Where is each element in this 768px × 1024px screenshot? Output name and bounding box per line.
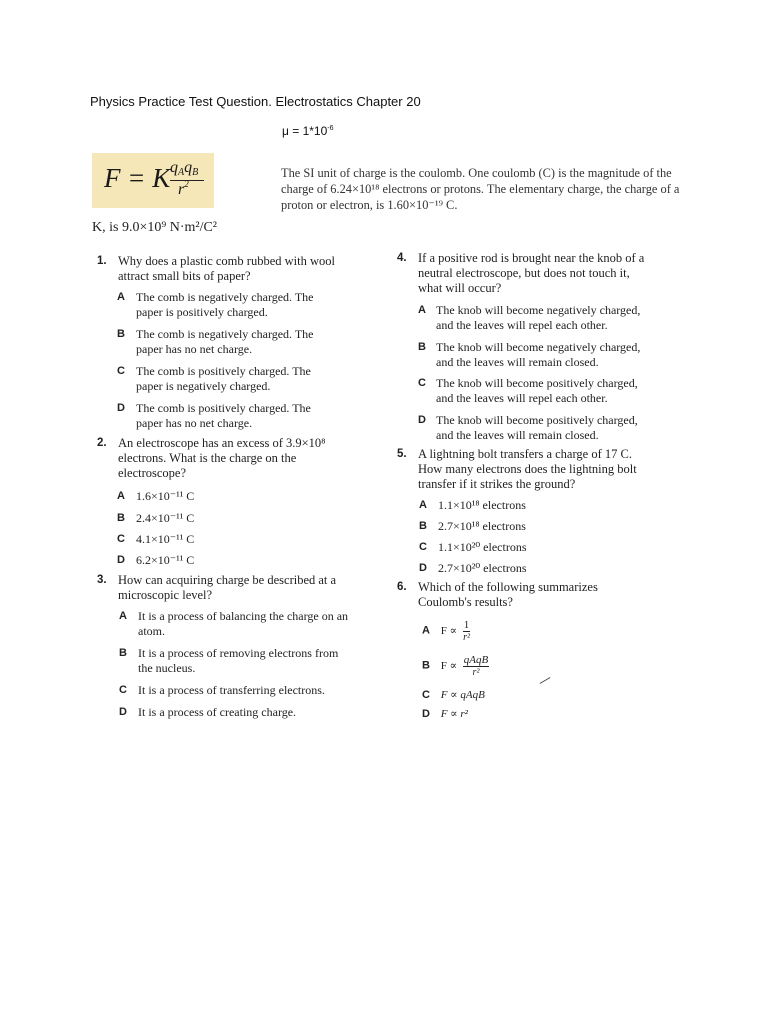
q3-option-c[interactable] — [119, 683, 359, 698]
q2-option-c[interactable] — [117, 532, 327, 547]
option-text: The knob will become positively charged, and the leaves will repel each other. — [436, 376, 638, 405]
q5-option-c[interactable] — [419, 540, 639, 555]
option-letter: A — [117, 291, 125, 303]
question-4 — [397, 251, 657, 296]
option-text: It is a process of transferring electrons. — [138, 683, 325, 697]
mu-exponent: -6 — [327, 125, 334, 132]
question-text: A lightning bolt transfers a charge of 17 C. How many electrons does the lightning bolt transfer if it strikes the ground? — [418, 447, 637, 491]
formula-sub-b: B — [192, 167, 199, 178]
q1-option-b[interactable] — [117, 327, 327, 357]
q1-option-c[interactable] — [117, 364, 327, 394]
option-letter: B — [422, 659, 430, 672]
q5-option-b[interactable] — [419, 519, 639, 534]
question-text: How can acquiring charge be described at a microscopic level? — [118, 573, 337, 602]
option-letter: B — [117, 328, 125, 340]
si-unit-paragraph: The SI unit of charge is the coulomb. One coulomb (C) is the magnitude of the charge of 6.24×10¹⁸ electrons or protons. The elementary charge, the charge of a proton or electron, is 1.60×10⁻¹⁹ C. — [281, 166, 680, 212]
q3-option-d[interactable] — [119, 705, 359, 720]
option-text: 1.6×10⁻¹¹ C — [136, 489, 195, 503]
question-number: 5. — [397, 448, 407, 460]
question-number: 4. — [397, 252, 407, 264]
question-number: 6. — [397, 581, 407, 593]
option-letter: C — [422, 689, 430, 701]
question-text: Which of the following summarizes Coulomb's results? — [418, 580, 598, 609]
question-number: 2. — [97, 437, 107, 449]
q4-option-c[interactable] — [418, 376, 658, 406]
q4-option-b[interactable] — [418, 340, 658, 370]
formula-r-exp: 2 — [184, 179, 189, 189]
option-letter: C — [117, 365, 125, 377]
option-letter: D — [419, 562, 427, 574]
option-letter: D — [117, 402, 125, 414]
question-text: An electroscope has an excess of 3.9×10⁸ electrons. What is the charge on the electroscope? — [118, 436, 326, 480]
mu-prefix: μ = 1*10 — [282, 124, 328, 138]
q3-option-a[interactable] — [119, 609, 354, 639]
fraction-numerator: qAqB — [463, 654, 489, 666]
formula-q1: q — [170, 159, 178, 176]
formula-r: r — [178, 181, 185, 198]
q6-option-d[interactable] — [422, 707, 468, 720]
formula-lhs: F = K — [104, 163, 171, 193]
question-text: If a positive rod is brought near the knob of a neutral electroscope, but does not touch it, what will occur? — [418, 251, 645, 295]
option-text: The comb is negatively charged. The paper has no net charge. — [136, 327, 314, 356]
option-letter: D — [422, 708, 430, 720]
option-letter: A — [418, 304, 426, 316]
question-1 — [97, 254, 347, 284]
formula-sub-a: A — [178, 167, 185, 178]
option-letter: D — [117, 554, 125, 566]
formula-denominator — [178, 179, 189, 199]
option-letter: B — [119, 647, 127, 659]
q1-option-d[interactable] — [117, 401, 327, 431]
q4-option-a[interactable] — [418, 303, 658, 333]
q6-option-a[interactable] — [422, 619, 470, 643]
option-text: F ∝ r² — [440, 708, 468, 720]
option-letter: B — [117, 512, 125, 524]
q6-option-b[interactable] — [422, 654, 489, 678]
option-letter: A — [422, 624, 430, 637]
option-text: The knob will become negatively charged, and the leaves will repel each other. — [436, 303, 641, 332]
fraction-denominator: r² — [472, 667, 480, 678]
option-text: 2.4×10⁻¹¹ C — [136, 511, 195, 525]
option-text: The comb is negatively charged. The paper is positively charged. — [136, 290, 314, 319]
option-text: 2.7×10¹⁸ electrons — [438, 519, 526, 533]
option-text: 1.1×10²⁰ electrons — [438, 540, 527, 554]
k-constant: K, is 9.0×10⁹ N·m²/C² — [92, 220, 218, 235]
question-number: 1. — [97, 255, 107, 267]
option-letter: C — [119, 684, 127, 696]
q4-option-d[interactable] — [418, 413, 658, 443]
option-text: The knob will become positively charged, and the leaves will remain closed. — [436, 413, 638, 442]
question-number: 3. — [97, 574, 107, 586]
option-text: 2.7×10²⁰ electrons — [438, 561, 527, 575]
q2-option-d[interactable] — [117, 553, 327, 568]
question-2 — [97, 436, 347, 481]
option-text: The knob will become negatively charged, and the leaves will remain closed. — [436, 340, 641, 369]
q1-option-a[interactable] — [117, 290, 327, 320]
option-prefix: F ∝ — [440, 624, 458, 637]
option-text: 6.2×10⁻¹¹ C — [136, 553, 195, 567]
question-text: Why does a plastic comb rubbed with wool attract small bits of paper? — [118, 254, 335, 283]
option-text: The comb is positively charged. The paper has no net charge. — [136, 401, 311, 430]
question-5 — [397, 447, 657, 492]
page-title: Physics Practice Test Question. Electrostatics Chapter 20 — [90, 94, 421, 109]
option-letter: D — [119, 706, 127, 718]
formula-q2: q — [184, 159, 193, 176]
option-fraction — [463, 619, 471, 643]
option-text: 4.1×10⁻¹¹ C — [136, 532, 195, 546]
option-letter: B — [418, 341, 426, 353]
stray-pen-mark — [540, 677, 551, 684]
option-letter: C — [117, 533, 125, 545]
option-letter: C — [418, 377, 426, 389]
option-letter: D — [418, 414, 426, 426]
q2-option-b[interactable] — [117, 511, 327, 526]
option-fraction — [463, 654, 489, 678]
option-text: It is a process of balancing the charge on an atom. — [138, 609, 349, 638]
mu-constant — [282, 124, 334, 138]
option-text: It is a process of removing electrons from the nucleus. — [138, 646, 339, 675]
question-6 — [397, 580, 627, 610]
q5-option-a[interactable] — [419, 498, 639, 513]
fraction-denominator: r² — [463, 632, 470, 643]
option-text: The comb is positively charged. The paper is negatively charged. — [136, 364, 311, 393]
q5-option-d[interactable] — [419, 561, 639, 576]
question-3 — [97, 573, 357, 603]
q2-option-a[interactable] — [117, 489, 327, 504]
q3-option-b[interactable] — [119, 646, 339, 676]
option-text: F ∝ qAqB — [440, 689, 485, 701]
q6-option-c[interactable] — [422, 688, 485, 701]
option-text: 1.1×10¹⁸ electrons — [438, 498, 526, 512]
option-prefix: F ∝ — [440, 659, 458, 672]
formula-numerator — [170, 159, 198, 178]
option-letter: A — [117, 490, 125, 502]
option-letter: A — [419, 499, 427, 511]
option-letter: C — [419, 541, 427, 553]
coulomb-formula-box — [92, 153, 214, 208]
fraction-numerator: 1 — [463, 619, 470, 631]
option-letter: B — [419, 520, 427, 532]
option-text: It is a process of creating charge. — [138, 705, 297, 719]
option-letter: A — [119, 610, 127, 622]
